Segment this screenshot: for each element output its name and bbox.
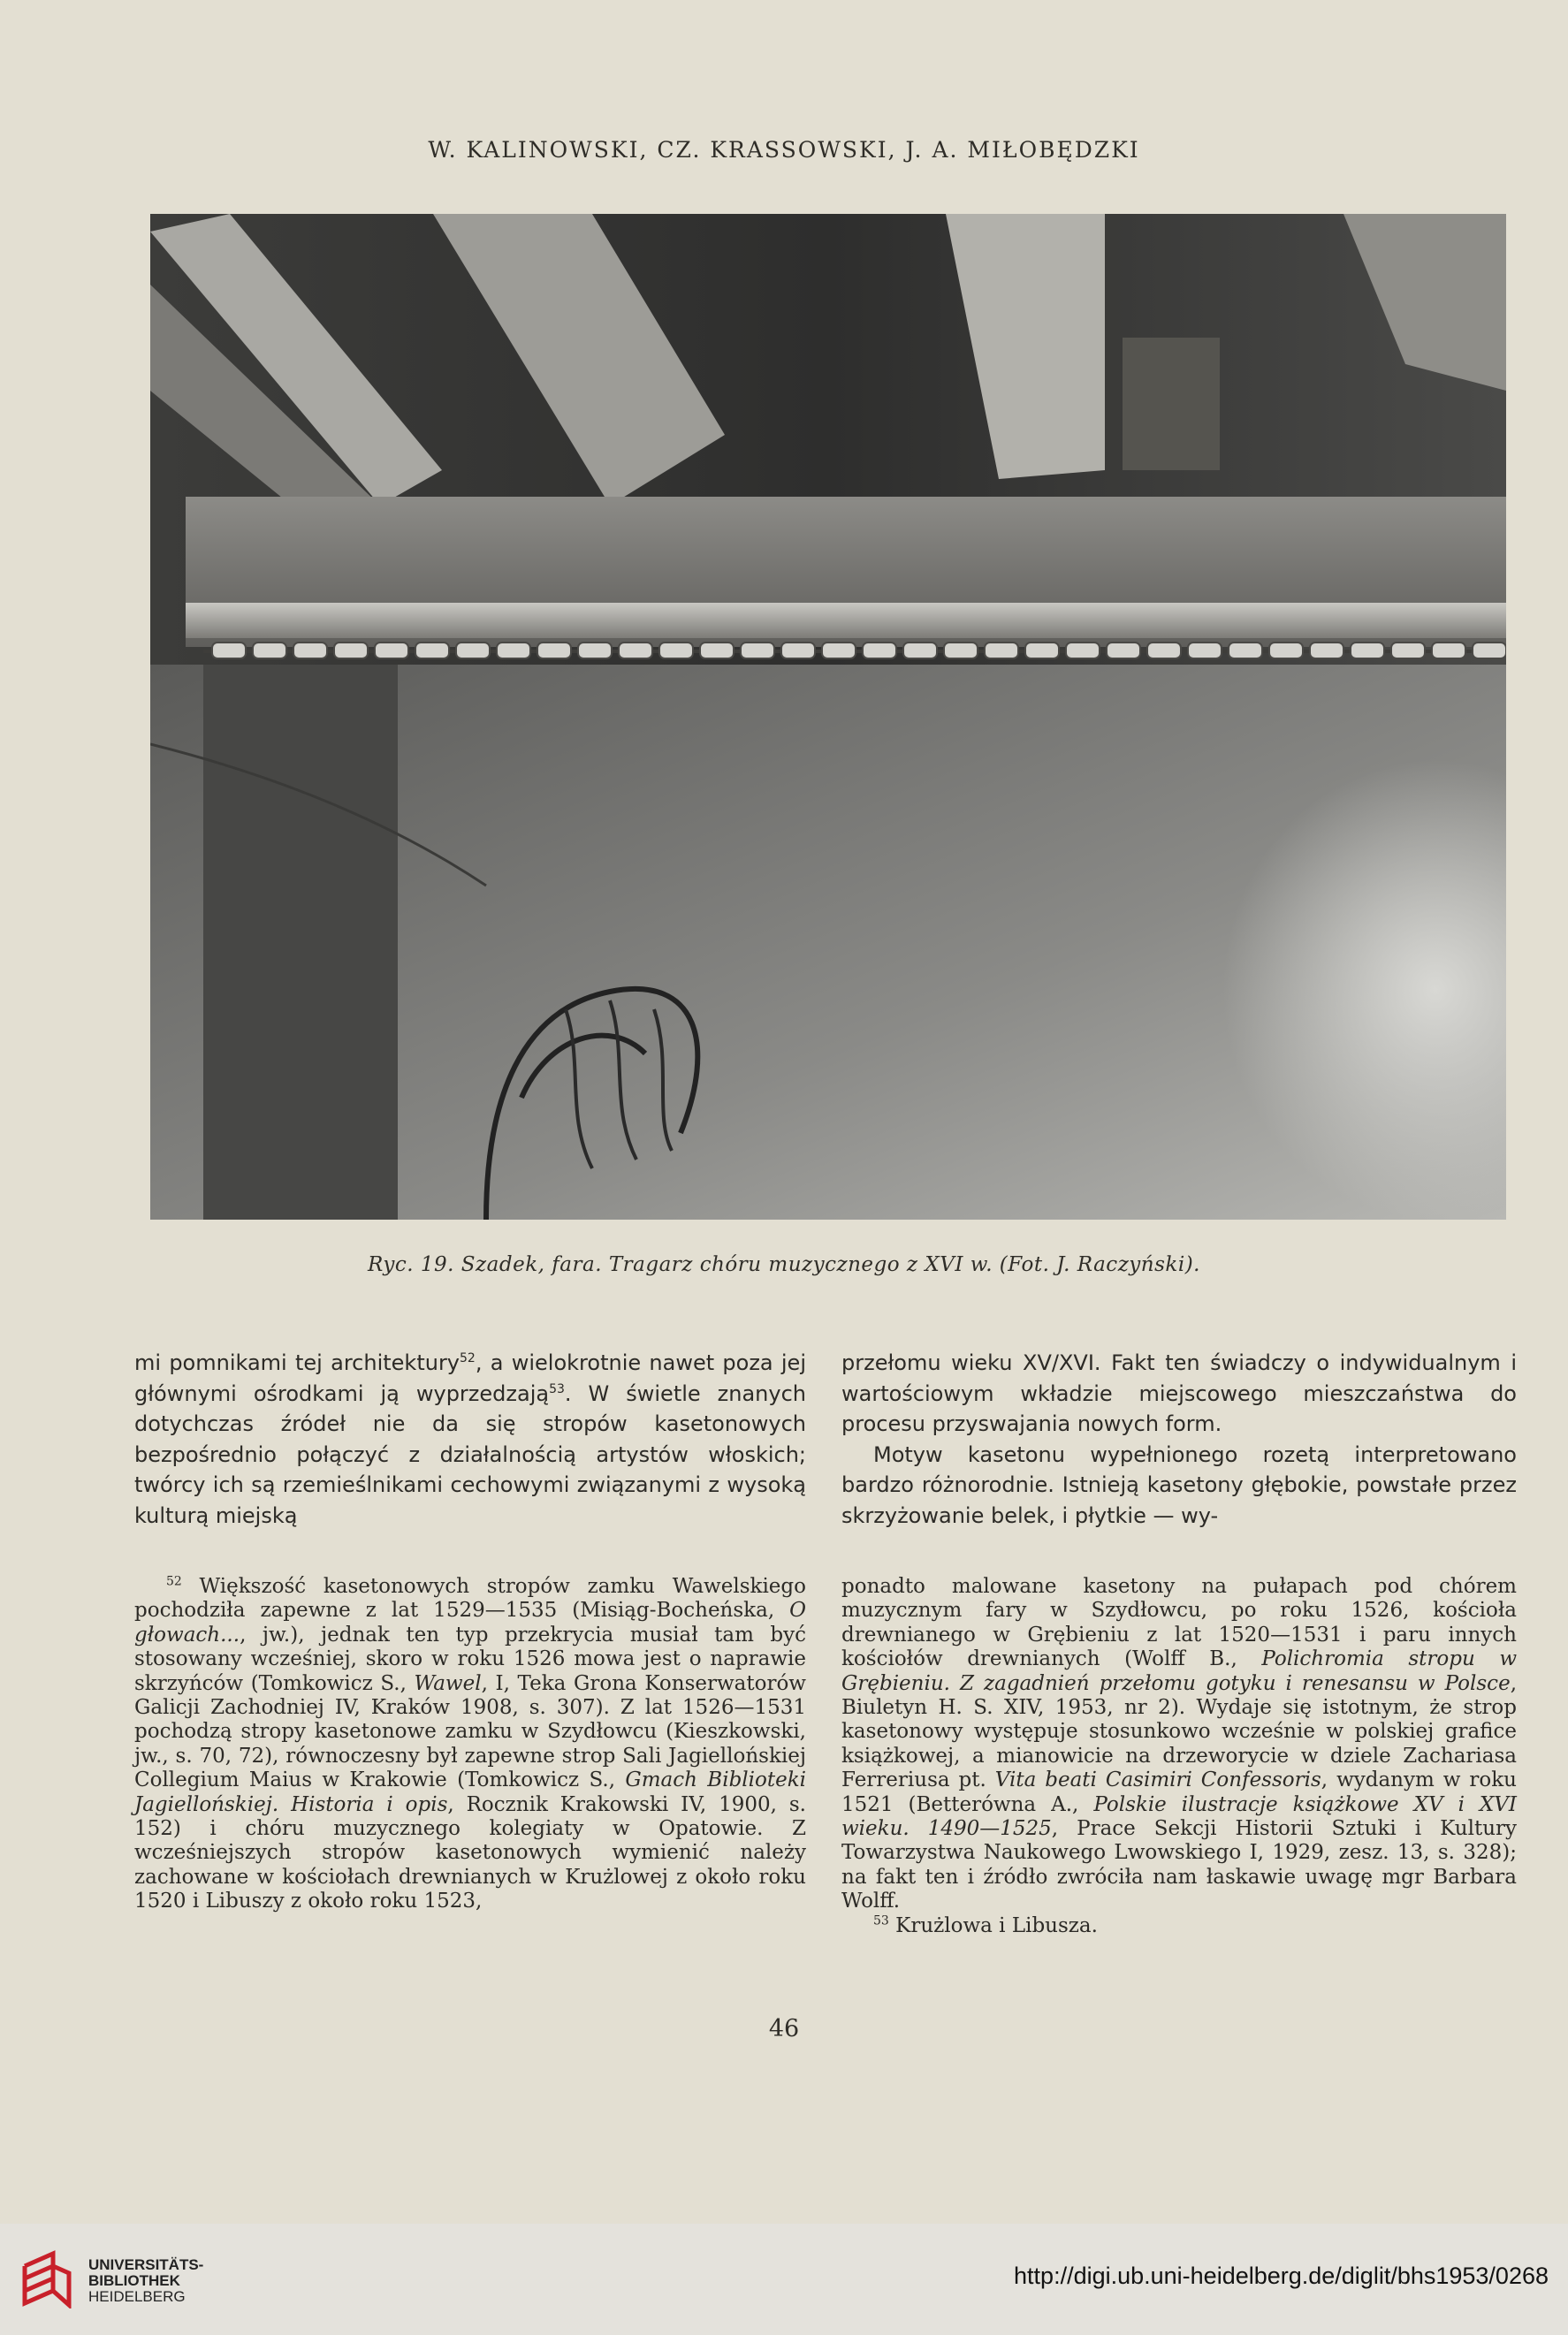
chain-link <box>293 643 327 658</box>
footnote-52-title-f: Vita beati Casimiri Confessoris <box>994 1768 1321 1792</box>
footnote-52-text-e: ponadto malowane kasetony na pułapach pod chórem muzycznym fary w Szydłowcu, po roku 1526, kościoła drewnianego w Grębieniu z lat 1520—1531 i paru innych kościołów drewnianych (Wolff B., <box>841 1575 1517 1671</box>
chain-link <box>659 643 693 658</box>
library-logo-text <box>88 2257 203 2305</box>
chain-link <box>619 643 652 658</box>
chain-link <box>578 643 612 658</box>
body-right-paragraph-1: przełomu wieku XV/XVI. Fakt ten świadczy o indywidualnym i wartościowym wkładzie miejscowego mieszczaństwa do procesu przyswajania nowych form. <box>841 1350 1517 1436</box>
library-logo-icon[interactable] <box>18 2250 76 2308</box>
chain-link <box>375 643 408 658</box>
permalink-url[interactable]: http://digi.ub.uni-heidelberg.de/diglit/bhs1953/0268 <box>1014 2263 1549 2289</box>
logo-line-2: BIBLIOTHEK <box>88 2272 180 2289</box>
page-number: 46 <box>768 2015 800 2042</box>
footnote-ref-52[interactable]: 52 <box>460 1351 476 1365</box>
footnote-52-title-c: Gmach Biblioteki Jagiellońskiej. Historia i opis <box>134 1768 806 1816</box>
footnote-52 <box>134 1575 806 1914</box>
chain-link <box>781 643 815 658</box>
chain-link <box>456 643 490 658</box>
footnote-52-text-b: , jw.), jednak ten typ przekrycia musiał tam być stosowany wcześniej, skoro w roku 1526 mowa jest o naprawie skrzyńców (Tomkowicz S., <box>134 1623 806 1695</box>
footnote-52-text-a: Większość kasetonowych stropów zamku Wawelskiego pochodziła zapewne z lat 1529—1535 (Misiąg-Bocheńska, <box>134 1575 806 1623</box>
body-left-text-1: mi pomnikami tej architektury <box>134 1350 461 1375</box>
chain-link <box>1147 643 1181 658</box>
chain-link <box>863 643 896 658</box>
footnote-52-title-a: O głowach... <box>134 1599 806 1647</box>
chain-link <box>822 643 856 658</box>
footnote-52-text-d: , Rocznik Krakowski IV, 1900, s. 152) i chóru muzycznego kolegiaty w Opatowie. Z wcześniejszych stropów kasetonowych wymienić należy zachowane w kościołach drewnianych w Krużlowej z około roku 1520 i Libuszy z około roku 1523, <box>134 1792 806 1913</box>
viewer-footer <box>0 2224 1568 2335</box>
footnote-column-left <box>134 1575 806 1914</box>
running-header: W. KALINOWSKI, CZ. KRASSOWSKI, J. A. MIŁOBĘDZKI <box>428 137 1140 163</box>
chain-link <box>1025 643 1059 658</box>
footnote-53-text: Krużlowa i Libusza. <box>888 1913 1098 1937</box>
chain-link <box>334 643 368 658</box>
figure-caption: Ryc. 19. Szadek, fara. Tragarz chóru muzycznego z XVI w. (Fot. J. Raczyński). <box>367 1253 1200 1276</box>
chain-link <box>253 643 286 658</box>
chain-link <box>700 643 734 658</box>
chain-link <box>741 643 774 658</box>
footnote-52-text-h: , Prace Sekcji Historii Sztuki i Kultury Towarzystwa Naukowego Lwowskiego I, 1929, zesz. 13, s. 328); na fakt ten i źródło zwróciła nam łaskawie uwagę mgr Barbara Wolff. <box>841 1817 1517 1913</box>
footnote-52-title-g: Polskie ilustracje książkowe XV i XVI wieku. 1490—1525 <box>841 1792 1517 1841</box>
chain-link <box>497 643 530 658</box>
footnote-53 <box>841 1914 1517 1938</box>
footnote-mark-53: 53 <box>873 1913 889 1928</box>
chain-link <box>1391 643 1425 658</box>
chain-link <box>1066 643 1100 658</box>
chain-link <box>537 643 571 658</box>
body-column-right <box>841 1348 1517 1531</box>
chain-link <box>1310 643 1343 658</box>
chain-link <box>985 643 1018 658</box>
chain-link <box>212 643 246 658</box>
footnote-52-text-f: , Biuletyn H. S. XIV, 1953, nr 2). Wydaje się istotnym, że strop kasetonowy występuje stosunkowo wcześnie w polskiej grafice książkowej, a mianowicie na drzeworycie w dziele Zachariasa Ferreriusa pt. <box>841 1671 1517 1792</box>
footnote-column-right <box>841 1575 1517 1938</box>
logo-line-3: HEIDELBERG <box>88 2288 186 2305</box>
body-right-paragraph-2: Motyw kasetonu wypełnionego rozetą interpretowano bardzo różnorodnie. Istnieją kasetony głębokie, powstałe przez skrzyżowanie belek, i płytkie — wy- <box>841 1441 1517 1528</box>
chain-link <box>1229 643 1262 658</box>
footnote-mark-52: 52 <box>166 1574 182 1589</box>
body-column-left <box>134 1348 806 1531</box>
footnote-52-continued <box>841 1575 1517 1914</box>
chain-link <box>1351 643 1384 658</box>
footnote-52-title-e: Polichromia stropu w Grębieniu. Z zagadnień przełomu gotyku i renesansu w Polsce <box>841 1647 1517 1695</box>
logo-line-1: UNIVERSITÄTS- <box>88 2256 204 2273</box>
body-left-text-3: . W świetle znanych dotychczas źródeł nie da się stropów kasetonowych bezpośrednio połączyć z działalnością artystów włoskich; twórcy ich są rzemieślnikami cechowymi związanymi z wysoką kulturą miejską <box>134 1380 806 1528</box>
chain-link <box>944 643 978 658</box>
chain-link <box>415 643 449 658</box>
chain-link <box>1107 643 1140 658</box>
chain-link <box>903 643 937 658</box>
footnote-52-text-g: , wydanym w roku 1521 (Betterówna A., <box>841 1768 1517 1816</box>
footnote-ref-53[interactable]: 53 <box>549 1381 565 1396</box>
footnote-52-title-b: Wawel <box>414 1671 482 1695</box>
footnote-52-text-c: , I, Teka Grona Konserwatorów Galicji Zachodniej IV, Kraków 1908, s. 307). Z lat 1526—1531 pochodzą stropy kasetonowe zamku w Szydłowcu (Kieszkowski, jw., s. 70, 72), równoczesny był zapewne strop Sali Jagiellońskiej Collegium Maius w Krakowie (Tomkowicz S., <box>134 1671 806 1792</box>
chain-link <box>1269 643 1303 658</box>
chain-link <box>1432 643 1465 658</box>
chain-link <box>1473 643 1506 658</box>
chain-link <box>1188 643 1222 658</box>
figure-photo <box>150 214 1506 1220</box>
body-left-text-2: , a wielokrotnie nawet poza jej głównymi ośrodkami ją wyprzedzają <box>134 1350 806 1406</box>
